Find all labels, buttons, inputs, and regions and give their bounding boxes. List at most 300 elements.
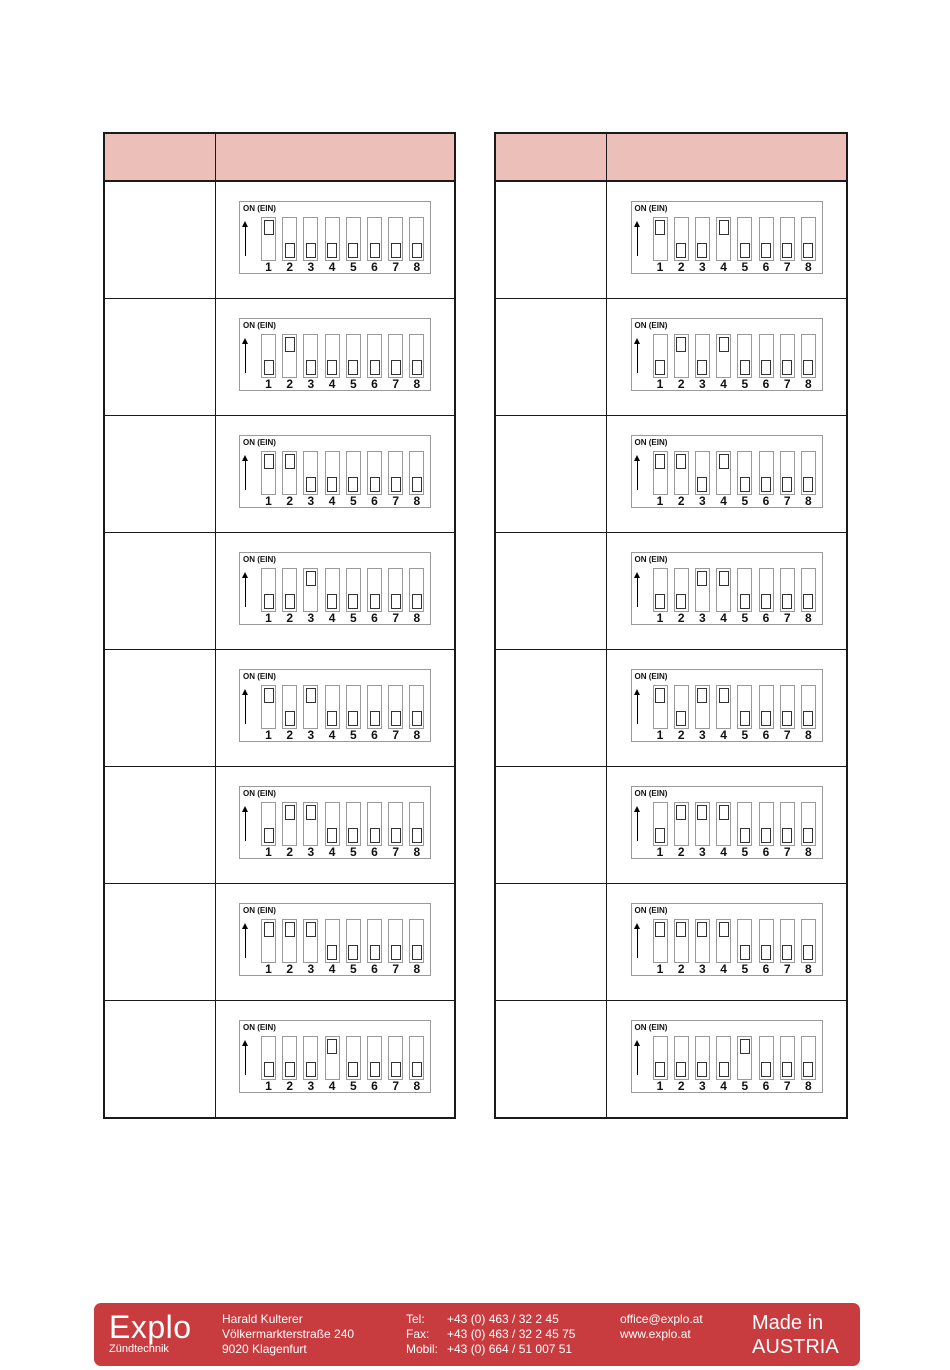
switch-number: 4 xyxy=(328,377,336,391)
table-row xyxy=(104,299,455,416)
switch-slot xyxy=(388,217,403,261)
switch-number: 4 xyxy=(720,377,727,391)
switch-number: 1 xyxy=(656,494,664,508)
switch-slot xyxy=(282,334,297,378)
switch-number: 2 xyxy=(286,611,294,625)
switch-slot xyxy=(653,568,668,612)
dip-switch-diagram xyxy=(239,786,431,859)
switch-knob-off xyxy=(803,945,813,960)
switch-knob-off xyxy=(782,360,792,375)
switch-knob-off xyxy=(412,1062,422,1077)
switch-cell xyxy=(216,533,456,650)
code-cell xyxy=(495,299,607,416)
switch-slot xyxy=(759,568,774,612)
switch-knob-off xyxy=(348,243,358,258)
switch-number: 1 xyxy=(656,1079,664,1093)
switch-slot xyxy=(282,685,297,729)
switch-knob-on xyxy=(719,805,729,820)
switch-slot xyxy=(388,1036,403,1080)
switch-number: 5 xyxy=(349,494,357,508)
switch-slot xyxy=(780,802,795,846)
switch-number: 2 xyxy=(286,377,294,391)
switch-number: 5 xyxy=(349,377,357,391)
table-row xyxy=(495,650,847,767)
switch-slot xyxy=(409,217,424,261)
switch-knob-off xyxy=(803,828,813,843)
switch-knob-off xyxy=(412,594,422,609)
switch-number: 3 xyxy=(307,377,315,391)
switch-slot xyxy=(737,568,752,612)
switch-slot xyxy=(780,919,795,963)
switch-number: 7 xyxy=(392,1079,400,1093)
switch-number: 1 xyxy=(265,611,272,625)
switch-number: 1 xyxy=(265,260,272,274)
code-cell xyxy=(495,416,607,533)
switch-knob-off xyxy=(803,243,813,258)
header-cell-code xyxy=(104,133,216,181)
switch-slot xyxy=(695,451,710,495)
code-cell xyxy=(104,767,216,884)
switch-knob-off xyxy=(264,360,274,375)
switch-slot xyxy=(780,568,795,612)
switch-knob-off xyxy=(370,594,380,609)
dip-switch-diagram xyxy=(239,903,431,976)
arrow-up-icon xyxy=(637,226,638,256)
switch-knob-off xyxy=(327,828,337,843)
switch-knob-off xyxy=(412,945,422,960)
switch-number: 7 xyxy=(783,260,791,274)
arrow-up-icon xyxy=(637,460,638,490)
switch-cell xyxy=(216,884,456,1001)
switch-knob-on xyxy=(306,688,316,703)
switch-knob-off xyxy=(803,477,813,492)
switch-slot xyxy=(653,919,668,963)
switch-slot xyxy=(409,451,424,495)
arrow-up-icon xyxy=(245,226,246,256)
switch-knob-off xyxy=(740,243,750,258)
switch-number: 8 xyxy=(805,728,812,742)
switch-slot xyxy=(759,685,774,729)
switch-knob-off xyxy=(327,594,337,609)
switch-knob-off xyxy=(655,594,665,609)
switch-number: 7 xyxy=(392,260,400,274)
table-row xyxy=(104,533,455,650)
switch-number: 2 xyxy=(286,845,294,859)
switch-slot xyxy=(367,1036,382,1080)
switch-slot xyxy=(737,919,752,963)
switch-number: 1 xyxy=(656,611,664,625)
switch-knob-on xyxy=(306,571,316,586)
switch-knob-on xyxy=(676,805,686,820)
contact-label: Fax: xyxy=(406,1327,430,1341)
switch-number: 4 xyxy=(328,611,336,625)
switch-number: 7 xyxy=(392,611,400,625)
switch-number: 6 xyxy=(762,377,770,391)
switch-knob-off xyxy=(676,243,686,258)
on-label: ON (EIN) xyxy=(243,672,276,681)
switch-number: 5 xyxy=(741,611,749,625)
switch-number: 5 xyxy=(349,728,357,742)
switch-number: 2 xyxy=(677,611,685,625)
switch-slot xyxy=(716,451,731,495)
switch-number: 3 xyxy=(307,494,315,508)
code-cell xyxy=(495,650,607,767)
switch-knob-on xyxy=(655,922,665,937)
switch-knob-off xyxy=(761,243,771,258)
switch-knob-off xyxy=(761,360,771,375)
on-label: ON (EIN) xyxy=(634,555,668,564)
switch-cell xyxy=(607,299,848,416)
switch-slot xyxy=(674,802,689,846)
switch-number: 1 xyxy=(265,962,272,976)
switch-number: 5 xyxy=(349,260,357,274)
switch-knob-on xyxy=(676,454,686,469)
switch-number: 7 xyxy=(783,377,791,391)
switch-slot xyxy=(409,919,424,963)
code-cell xyxy=(104,1001,216,1119)
switch-number: 3 xyxy=(307,962,315,976)
switch-slot xyxy=(303,1036,318,1080)
switch-number: 1 xyxy=(656,962,664,976)
switch-knob-on xyxy=(719,454,729,469)
switch-number: 7 xyxy=(783,962,791,976)
switch-knob-off xyxy=(740,711,750,726)
code-cell xyxy=(104,884,216,1001)
switch-number: 8 xyxy=(805,845,812,859)
switch-slot xyxy=(346,919,361,963)
switch-number: 8 xyxy=(413,377,421,391)
switch-slot xyxy=(801,919,816,963)
switch-slot xyxy=(716,919,731,963)
switch-knob-on xyxy=(264,454,274,469)
switch-number: 8 xyxy=(413,260,421,274)
switch-slot xyxy=(367,217,382,261)
switch-slot xyxy=(346,334,361,378)
switch-cell xyxy=(607,1001,848,1119)
switch-knob-on xyxy=(306,922,316,937)
switch-knob-off xyxy=(697,360,707,375)
switch-number: 6 xyxy=(371,260,378,274)
code-cell xyxy=(495,533,607,650)
dip-table-left xyxy=(103,132,456,1119)
switch-number: 6 xyxy=(371,611,378,625)
address-line: 9020 Klagenfurt xyxy=(222,1342,307,1356)
switch-knob-off xyxy=(761,477,771,492)
switch-cell xyxy=(607,767,848,884)
switch-slot xyxy=(737,802,752,846)
switch-slot xyxy=(695,919,710,963)
switch-slot xyxy=(737,334,752,378)
switch-slot xyxy=(409,334,424,378)
switch-number: 8 xyxy=(805,611,812,625)
switch-number: 3 xyxy=(699,962,706,976)
switch-slot xyxy=(695,334,710,378)
dip-table-right xyxy=(494,132,848,1119)
switch-slot xyxy=(346,802,361,846)
switch-slot xyxy=(261,451,276,495)
switch-slot xyxy=(801,685,816,729)
on-label: ON (EIN) xyxy=(243,321,276,330)
code-cell xyxy=(495,884,607,1001)
switch-number: 1 xyxy=(656,728,664,742)
switch-knob-off xyxy=(761,1062,771,1077)
switch-number: 4 xyxy=(720,845,727,859)
switch-knob-off xyxy=(348,360,358,375)
switch-knob-off xyxy=(740,360,750,375)
switch-number: 7 xyxy=(392,845,400,859)
arrow-up-icon xyxy=(245,577,246,607)
arrow-up-icon xyxy=(245,694,246,724)
code-cell xyxy=(495,767,607,884)
switch-knob-off xyxy=(348,594,358,609)
code-cell xyxy=(104,533,216,650)
switch-slot xyxy=(780,1036,795,1080)
header-cell-switch xyxy=(607,133,848,181)
contact-value: +43 (0) 463 / 32 2 45 xyxy=(447,1312,559,1326)
switch-slot xyxy=(674,451,689,495)
switch-knob-off xyxy=(391,1062,401,1077)
switch-number: 7 xyxy=(783,611,791,625)
switch-knob-on xyxy=(697,571,707,586)
switch-number: 4 xyxy=(328,494,336,508)
switch-number: 4 xyxy=(328,260,336,274)
switch-number: 8 xyxy=(413,845,421,859)
contact-value: +43 (0) 664 / 51 007 51 xyxy=(447,1342,573,1356)
switch-number: 5 xyxy=(741,728,749,742)
switch-number: 3 xyxy=(699,845,706,859)
table-header-row xyxy=(104,133,455,181)
switch-knob-off xyxy=(782,477,792,492)
switch-slot xyxy=(367,802,382,846)
switch-knob-off xyxy=(761,594,771,609)
switch-knob-off xyxy=(370,477,380,492)
table-row xyxy=(104,767,455,884)
switch-number: 1 xyxy=(265,1079,272,1093)
switch-knob-off xyxy=(803,594,813,609)
switch-knob-off xyxy=(370,243,380,258)
switch-slot xyxy=(303,802,318,846)
switch-knob-off xyxy=(391,243,401,258)
switch-number: 5 xyxy=(741,260,749,274)
switch-knob-on xyxy=(719,220,729,235)
brand-name: Explo xyxy=(109,1309,192,1345)
switch-knob-off xyxy=(370,828,380,843)
switch-knob-off xyxy=(676,711,686,726)
switch-number: 3 xyxy=(307,1079,315,1093)
dip-switch-diagram xyxy=(631,201,823,274)
switch-number: 3 xyxy=(307,260,315,274)
switch-knob-off xyxy=(285,1062,295,1077)
switch-slot xyxy=(325,217,340,261)
switch-number: 3 xyxy=(699,1079,706,1093)
switch-knob-off xyxy=(306,1062,316,1077)
mobile-line xyxy=(406,1342,575,1357)
on-label: ON (EIN) xyxy=(634,1023,668,1032)
switch-number: 1 xyxy=(656,845,664,859)
switch-knob-off xyxy=(306,243,316,258)
website-link[interactable]: www.explo.at xyxy=(620,1327,691,1341)
switch-number: 7 xyxy=(783,728,791,742)
address-line: Harald Kulterer xyxy=(222,1312,303,1326)
switch-cell xyxy=(216,416,456,533)
switch-knob-off xyxy=(327,711,337,726)
switch-knob-off xyxy=(412,477,422,492)
switch-knob-on xyxy=(655,688,665,703)
switch-number: 2 xyxy=(677,260,685,274)
switch-slot xyxy=(261,685,276,729)
switch-knob-off xyxy=(803,711,813,726)
switch-knob-off xyxy=(391,828,401,843)
switch-slot xyxy=(346,685,361,729)
switch-number: 3 xyxy=(699,494,706,508)
switch-slot xyxy=(653,1036,668,1080)
switch-number: 6 xyxy=(371,377,378,391)
brand-subtitle: Zündtechnik xyxy=(109,1343,169,1355)
switch-slot xyxy=(801,802,816,846)
switch-slot xyxy=(388,334,403,378)
dip-switch-diagram xyxy=(631,318,823,391)
switch-knob-off xyxy=(719,1062,729,1077)
switch-knob-off xyxy=(348,477,358,492)
switch-slot xyxy=(388,802,403,846)
switch-knob-off xyxy=(697,1062,707,1077)
switch-slot xyxy=(695,217,710,261)
switch-knob-off xyxy=(676,1062,686,1077)
switch-slot xyxy=(325,1036,340,1080)
switch-number: 7 xyxy=(392,377,400,391)
switch-slot xyxy=(346,451,361,495)
code-cell xyxy=(495,181,607,299)
switch-slot xyxy=(282,451,297,495)
switch-knob-on xyxy=(697,688,707,703)
switch-knob-off xyxy=(264,828,274,843)
on-label: ON (EIN) xyxy=(634,321,668,330)
switch-number: 5 xyxy=(349,845,357,859)
switch-knob-off xyxy=(782,594,792,609)
switch-number: 3 xyxy=(699,611,706,625)
dip-switch-diagram xyxy=(239,435,431,508)
switch-number: 4 xyxy=(328,728,336,742)
on-label: ON (EIN) xyxy=(243,438,276,447)
switch-knob-off xyxy=(348,945,358,960)
code-cell xyxy=(104,650,216,767)
switch-number: 7 xyxy=(783,1079,791,1093)
switch-slot xyxy=(780,451,795,495)
web-block xyxy=(620,1312,703,1342)
switch-knob-on xyxy=(676,337,686,352)
switch-slot xyxy=(801,568,816,612)
switch-number: 3 xyxy=(699,728,706,742)
switch-knob-off xyxy=(740,945,750,960)
switch-slot xyxy=(346,568,361,612)
switch-knob-off xyxy=(655,828,665,843)
table-row xyxy=(104,884,455,1001)
switch-knob-off xyxy=(370,945,380,960)
arrow-up-icon xyxy=(245,1045,246,1075)
table-row xyxy=(495,299,847,416)
switch-slot xyxy=(325,685,340,729)
switch-number: 2 xyxy=(286,728,294,742)
switch-number: 4 xyxy=(720,611,727,625)
switch-knob-off xyxy=(391,360,401,375)
switch-number: 8 xyxy=(805,962,812,976)
switch-slot xyxy=(388,685,403,729)
switch-knob-off xyxy=(391,477,401,492)
switch-slot xyxy=(737,451,752,495)
switch-knob-on xyxy=(264,922,274,937)
switch-slot xyxy=(674,685,689,729)
switch-slot xyxy=(282,919,297,963)
switch-knob-off xyxy=(348,1062,358,1077)
table-body-left xyxy=(104,133,455,1118)
switch-number: 8 xyxy=(413,494,421,508)
switch-knob-off xyxy=(264,1062,274,1077)
switch-slot xyxy=(388,568,403,612)
switch-number: 6 xyxy=(371,845,378,859)
on-label: ON (EIN) xyxy=(243,1023,276,1032)
switch-knob-off xyxy=(412,711,422,726)
switch-slot xyxy=(801,451,816,495)
switch-slot xyxy=(409,1036,424,1080)
switch-number: 6 xyxy=(371,728,378,742)
switch-number: 8 xyxy=(805,260,812,274)
switch-number: 6 xyxy=(371,1079,378,1093)
switch-slot xyxy=(801,217,816,261)
switch-slot xyxy=(303,919,318,963)
switch-knob-off xyxy=(370,1062,380,1077)
switch-knob-off xyxy=(740,594,750,609)
switch-cell xyxy=(216,650,456,767)
switch-number: 3 xyxy=(699,377,706,391)
switch-slot xyxy=(303,334,318,378)
switch-slot xyxy=(409,685,424,729)
address-block xyxy=(222,1312,354,1357)
switch-knob-off xyxy=(412,243,422,258)
made-in-line: Made in xyxy=(752,1312,824,1334)
switch-knob-on xyxy=(264,688,274,703)
switch-slot xyxy=(261,1036,276,1080)
switch-knob-off xyxy=(412,360,422,375)
switch-slot xyxy=(653,685,668,729)
switch-cell xyxy=(607,533,848,650)
switch-slot xyxy=(674,919,689,963)
switch-slot xyxy=(780,685,795,729)
switch-knob-off xyxy=(412,828,422,843)
switch-slot xyxy=(303,217,318,261)
switch-number: 8 xyxy=(805,1079,812,1093)
switch-number: 5 xyxy=(741,962,749,976)
switch-slot xyxy=(653,334,668,378)
switch-slot xyxy=(325,451,340,495)
table-row xyxy=(495,767,847,884)
switch-number: 8 xyxy=(413,962,421,976)
switch-cell xyxy=(607,416,848,533)
switch-slot xyxy=(325,334,340,378)
switch-slot xyxy=(801,334,816,378)
switch-slot xyxy=(325,568,340,612)
switch-number: 4 xyxy=(720,728,727,742)
switch-number: 1 xyxy=(265,494,272,508)
switch-slot xyxy=(759,802,774,846)
switch-knob-off xyxy=(655,360,665,375)
switch-number: 2 xyxy=(677,962,685,976)
arrow-up-icon xyxy=(245,811,246,841)
email-link[interactable]: office@explo.at xyxy=(620,1312,703,1326)
switch-number: 5 xyxy=(349,1079,357,1093)
code-cell xyxy=(104,299,216,416)
code-cell xyxy=(495,1001,607,1119)
switch-knob-off xyxy=(782,828,792,843)
